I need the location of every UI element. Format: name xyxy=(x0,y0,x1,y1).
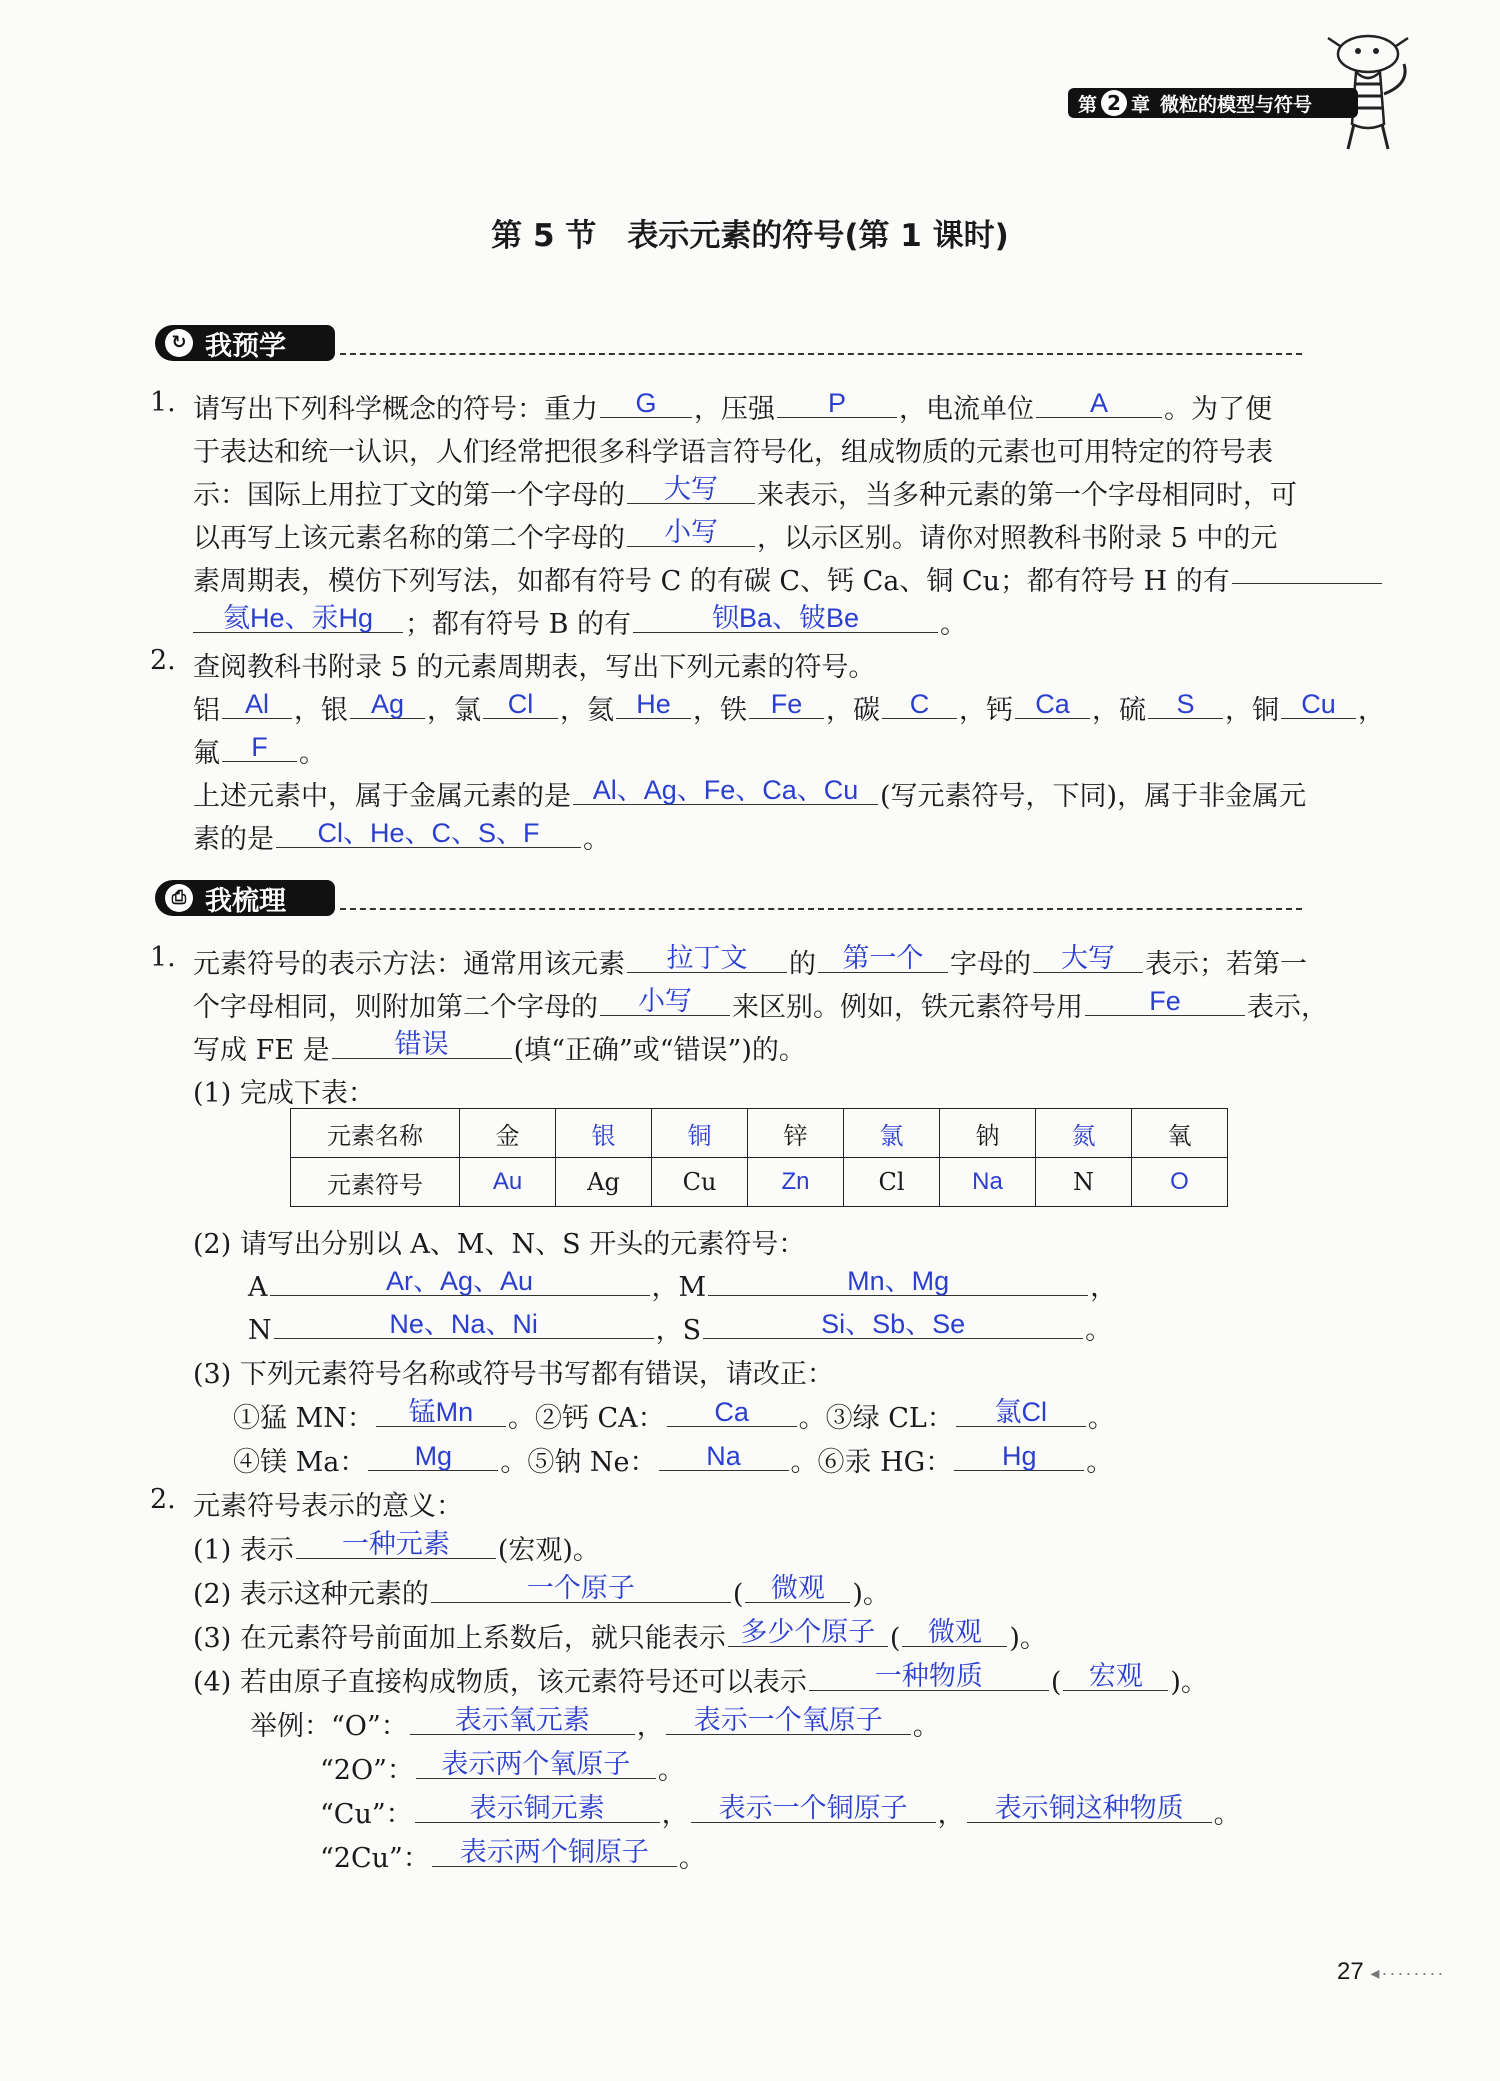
text: 举例：“O”： xyxy=(250,1711,408,1742)
answer-blank: 表示一个铜原子 xyxy=(691,1794,936,1823)
text: 写成 FE 是 xyxy=(193,1035,330,1066)
text: (3) 在元素符号前面加上系数后，就只能表示 xyxy=(193,1623,726,1654)
answer-blank: Al、Ag、Fe、Ca、Cu xyxy=(573,776,878,805)
element-name: 铜 xyxy=(1252,695,1279,726)
text-line xyxy=(193,1616,1047,1655)
table-header-cell: 元素符号 xyxy=(291,1158,460,1207)
answer-blank: Ag xyxy=(350,690,425,719)
text-line: “Cu”： 表示铜元素 ， 表示一个铜原子 ， 表示铜这种物质 。 xyxy=(320,1793,1241,1830)
text: ，压强 xyxy=(694,394,775,425)
text: (4) 若由原子直接构成物质，该元素符号还可以表示 xyxy=(193,1667,807,1698)
answer-blank: S xyxy=(1148,690,1223,719)
element-table xyxy=(290,1108,1228,1207)
banner-label: 我预学 xyxy=(205,330,286,362)
text: 的 xyxy=(789,949,816,980)
answer-blank-empty xyxy=(1232,583,1382,584)
text: 。③绿 CL： xyxy=(798,1403,954,1434)
text: 。⑥汞 HG： xyxy=(790,1447,953,1478)
answer-blank: Ar、Ag、Au xyxy=(270,1267,650,1296)
banner-label: 我梳理 xyxy=(205,885,286,917)
element-name: 硫 xyxy=(1119,695,1146,726)
element-name: 氟 xyxy=(193,738,220,769)
element-name: 铝 xyxy=(193,695,220,726)
text: 素的是 xyxy=(193,824,274,855)
answer-blank: F xyxy=(222,733,297,762)
table-cell: 金 xyxy=(460,1109,556,1158)
text-line: “2Cu”： 表示两个铜原子 。 xyxy=(320,1837,706,1874)
answer-blank: 第一个 xyxy=(818,944,948,973)
answer-blank: 表示氧元素 xyxy=(410,1706,635,1735)
subquestion: (2) 请写出分别以 A、M、N、S 开头的元素符号： xyxy=(193,1229,806,1260)
element-name: 铁 xyxy=(720,695,747,726)
chapter-prefix: 第 xyxy=(1078,93,1098,116)
text: )。 xyxy=(1170,1667,1208,1698)
page-title: 第 5 节 表示元素的符号(第 1 课时) xyxy=(491,218,1009,254)
text-line: ④镁 Ma： Mg 。⑤钠 Ne： Na 。⑥汞 HG： Hg 。 xyxy=(233,1441,1114,1478)
element-name: 银 xyxy=(321,695,348,726)
text-line xyxy=(193,473,1297,512)
question-number: 2. xyxy=(150,1484,176,1515)
text: )。 xyxy=(852,1579,890,1610)
answer-blank: 一种物质 xyxy=(809,1662,1049,1691)
text-line xyxy=(193,985,1328,1024)
answer-blank: Hg xyxy=(954,1442,1084,1471)
text: ④镁 Ma： xyxy=(233,1447,367,1478)
text: (宏观)。 xyxy=(497,1535,600,1566)
printer-icon: ⎙ xyxy=(165,884,193,912)
spin-icon: ↻ xyxy=(165,329,193,357)
answer-blank: Fe xyxy=(1085,987,1245,1016)
text: 。 xyxy=(299,738,326,769)
text: ， xyxy=(1090,1272,1118,1303)
text: 上述元素中，属于金属元素的是 xyxy=(193,781,571,812)
text-line xyxy=(193,817,610,856)
text: 表示；若第一 xyxy=(1145,949,1307,980)
table-cell: Cl xyxy=(844,1158,940,1207)
text: A xyxy=(248,1272,268,1303)
answer-blank: He xyxy=(616,690,691,719)
answer-blank: Cu xyxy=(1281,690,1356,719)
answer-blank: Al xyxy=(222,690,292,719)
answer-blank: 氦He、汞Hg xyxy=(193,604,403,633)
table-cell: Cu xyxy=(652,1158,748,1207)
chapter-number: 2 xyxy=(1101,90,1127,116)
text: (写元素符号，下同)，属于非金属元 xyxy=(880,781,1307,812)
table-cell: 锌 xyxy=(748,1109,844,1158)
element-name: 氯 xyxy=(454,695,481,726)
text-line: ①猛 MN： 锰Mn 。②钙 CA： Ca 。③绿 CL： 氯Cl 。 xyxy=(233,1397,1115,1434)
text: 。为了便 xyxy=(1164,394,1272,425)
text-line xyxy=(193,387,1272,426)
text: )。 xyxy=(1009,1623,1047,1654)
answer-blank: 一个原子 xyxy=(431,1574,731,1603)
answer-blank: G xyxy=(600,389,692,418)
answer-blank: 表示两个铜原子 xyxy=(432,1838,677,1867)
text: ，S xyxy=(655,1315,702,1346)
text-line: 于表达和统一认识，人们经常把很多科学语言符号化，组成物质的元素也可用特定的符号表 xyxy=(193,437,1273,468)
answer-blank: 多少个原子 xyxy=(728,1618,888,1647)
question-number: 1. xyxy=(150,387,176,418)
text: ，以示区别。请你对照教科书附录 5 中的元 xyxy=(757,523,1278,554)
answer-blank: 小写 xyxy=(627,518,755,547)
table-cell: O xyxy=(1132,1158,1228,1207)
answer-blank: Na xyxy=(659,1442,789,1471)
answer-blank: Si、Sb、Se xyxy=(703,1310,1083,1339)
table-cell: 银 xyxy=(556,1109,652,1158)
answer-blank: 宏观 xyxy=(1063,1662,1168,1691)
table-cell: 氮 xyxy=(1036,1109,1132,1158)
answer-blank: 拉丁文 xyxy=(627,944,787,973)
answer-blank: P xyxy=(777,389,897,418)
table-cell: Zn xyxy=(748,1158,844,1207)
text: ( xyxy=(1050,1667,1062,1698)
answer-blank: Ne、Na、Ni xyxy=(274,1310,654,1339)
answer-blank: 小写 xyxy=(600,987,730,1016)
text: ①猛 MN： xyxy=(233,1403,374,1434)
element-list-line xyxy=(193,731,326,770)
text-line xyxy=(193,1660,1208,1699)
text: 素周期表，模仿下列写法，如都有符号 C 的有碳 C、钙 Ca、铜 Cu；都有符号 H 的有 xyxy=(193,566,1230,597)
answer-blank: Cl xyxy=(483,690,558,719)
answer-blank: Ca xyxy=(1015,690,1090,719)
table-cell: 铜 xyxy=(652,1109,748,1158)
chapter-title: 微粒的模型与符号 xyxy=(1160,93,1313,116)
table-cell: 氯 xyxy=(844,1109,940,1158)
element-name: 钙 xyxy=(986,695,1013,726)
table-cell: Ag xyxy=(556,1158,652,1207)
text: “Cu”： xyxy=(320,1799,413,1830)
text: 来表示，当多种元素的第一个字母相同时，可 xyxy=(757,480,1297,511)
text: ；都有符号 B 的有 xyxy=(405,609,632,640)
page-number-text: 27 xyxy=(1337,1958,1364,1985)
text-line: “2O”： 表示两个氧原子 。 xyxy=(320,1749,685,1786)
text: 请写出下列科学概念的符号：重力 xyxy=(193,394,598,425)
text: “2Cu”： xyxy=(320,1843,430,1874)
text-line xyxy=(248,1265,1117,1304)
text: 来区别。例如，铁元素符号用 xyxy=(732,992,1083,1023)
text-line xyxy=(193,516,1277,555)
text-line xyxy=(193,602,967,641)
subquestion: (1) 完成下表： xyxy=(193,1078,375,1109)
question-number: 1. xyxy=(150,942,176,973)
element-name: 氦 xyxy=(587,695,614,726)
text: 。②钙 CA： xyxy=(507,1403,665,1434)
arrow-left-icon: ◂········ xyxy=(1370,1963,1446,1983)
text-line xyxy=(193,559,1384,598)
answer-blank: A xyxy=(1036,389,1162,418)
text: (填“正确”或“错误”)的。 xyxy=(513,1035,806,1066)
table-header-cell: 元素名称 xyxy=(291,1109,460,1158)
answer-blank: 钡Ba、铍Be xyxy=(633,604,938,633)
answer-blank: Cl、He、C、S、F xyxy=(276,819,581,848)
answer-blank: 一种元素 xyxy=(296,1530,496,1559)
text: 表示， xyxy=(1247,992,1328,1023)
text: (2) 表示这种元素的 xyxy=(193,1579,429,1610)
text-line xyxy=(193,1572,890,1611)
text-line: 举例：“O”： 表示氧元素 ， 表示一个氧原子 。 xyxy=(250,1705,940,1742)
chapter-header xyxy=(1068,88,1358,118)
text: 。 xyxy=(940,609,968,640)
text-line xyxy=(248,1308,1112,1347)
dashed-divider xyxy=(340,353,1302,355)
text: “2O”： xyxy=(320,1755,414,1786)
text-line: 元素符号表示的意义： xyxy=(193,1491,463,1522)
table-cell: 氧 xyxy=(1132,1109,1228,1158)
dashed-divider xyxy=(340,908,1302,910)
text: 以再写上该元素名称的第二个字母的 xyxy=(193,523,625,554)
text: ( xyxy=(732,1579,744,1610)
answer-blank: 表示一个氧原子 xyxy=(666,1706,911,1735)
answer-blank: Mg xyxy=(368,1442,498,1471)
subquestion: (3) 下列元素符号名称或符号书写都有错误，请改正： xyxy=(193,1359,834,1390)
answer-blank: C xyxy=(882,690,957,719)
text: (1) 表示 xyxy=(193,1535,294,1566)
table-cell: Na xyxy=(940,1158,1036,1207)
element-list-line: 铝 Al ，银 Ag ，氯 Cl ，氦 He ，铁 Fe ，碳 C ，钙 Ca ，硫 S ，铜 Cu ， xyxy=(193,689,1385,726)
text-line xyxy=(193,1028,806,1067)
answer-blank: 微观 xyxy=(745,1574,850,1603)
table-cell: 钠 xyxy=(940,1109,1036,1158)
table-cell: N xyxy=(1036,1158,1132,1207)
table-row xyxy=(291,1109,1228,1158)
text: ( xyxy=(889,1623,901,1654)
table-row xyxy=(291,1158,1228,1207)
answer-blank: Ca xyxy=(667,1398,797,1427)
text-line xyxy=(193,774,1306,813)
text-line xyxy=(193,942,1307,981)
answer-blank: 表示铜这种物质 xyxy=(967,1794,1212,1823)
text: 。 xyxy=(583,824,610,855)
page-number xyxy=(1337,1958,1445,1986)
answer-blank: Mn、Mg xyxy=(708,1267,1088,1296)
text-line: 查阅教科书附录 5 的元素周期表，写出下列元素的符号。 xyxy=(193,652,876,683)
answer-blank: 表示铜元素 xyxy=(415,1794,660,1823)
section-banner-organize xyxy=(155,880,335,916)
answer-blank: 锰Mn xyxy=(376,1398,506,1427)
answer-blank: Fe xyxy=(749,690,824,719)
text: 示：国际上用拉丁文的第一个字母的 xyxy=(193,480,625,511)
answer-blank: 大写 xyxy=(627,475,755,504)
answer-blank: 氯Cl xyxy=(956,1398,1086,1427)
text: ，M xyxy=(651,1272,707,1303)
text-line xyxy=(193,1528,600,1567)
answer-blank: 表示两个氧原子 xyxy=(416,1750,656,1779)
text: 字母的 xyxy=(950,949,1031,980)
text: N xyxy=(248,1315,272,1346)
text: 个字母相同，则附加第二个字母的 xyxy=(193,992,598,1023)
text: 元素符号的表示方法：通常用该元素 xyxy=(193,949,625,980)
answer-blank: 大写 xyxy=(1033,944,1143,973)
text: 。⑤钠 Ne： xyxy=(500,1447,657,1478)
answer-blank: 错误 xyxy=(332,1030,512,1059)
table-cell: Au xyxy=(460,1158,556,1207)
answer-blank: 微观 xyxy=(902,1618,1007,1647)
text: 。 xyxy=(1085,1315,1113,1346)
element-name: 碳 xyxy=(853,695,880,726)
section-banner-prestudy xyxy=(155,325,335,361)
question-number: 2. xyxy=(150,645,176,676)
text: ，电流单位 xyxy=(899,394,1034,425)
chapter-suffix: 章 xyxy=(1131,93,1151,116)
